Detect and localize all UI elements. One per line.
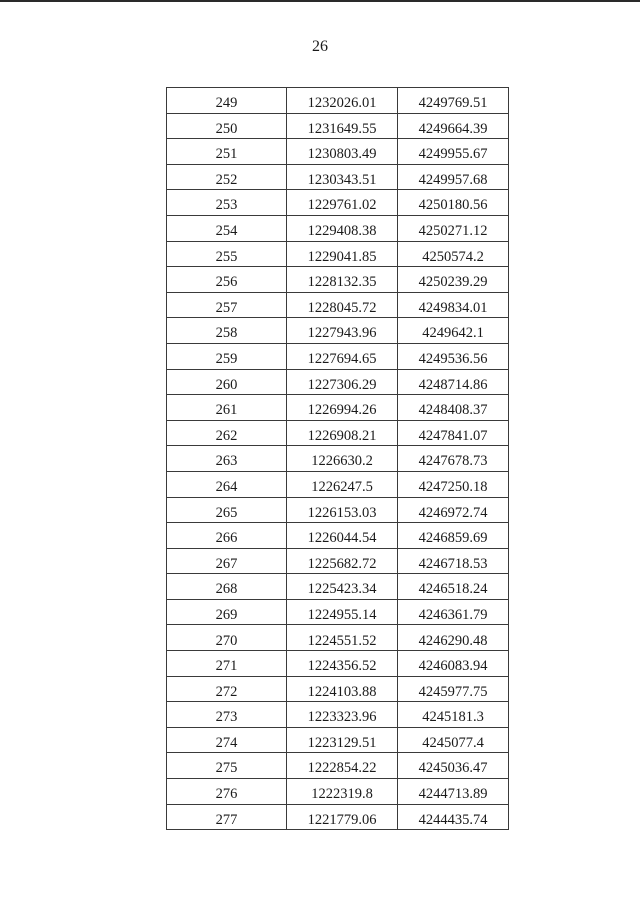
x-coordinate-cell (287, 702, 398, 728)
cell-text: 262 (215, 427, 238, 444)
cell-text: 276 (215, 786, 238, 803)
x-coordinate-cell (287, 190, 398, 216)
cell-text: 275 (215, 760, 238, 777)
x-coordinate-cell (287, 395, 398, 421)
table-row (167, 702, 509, 728)
cell-text: 1229408.38 (307, 223, 377, 240)
table-row (167, 267, 509, 293)
point-number-cell (167, 471, 287, 497)
x-coordinate-cell (287, 164, 398, 190)
x-coordinate-cell (287, 523, 398, 549)
y-coordinate-cell (398, 164, 509, 190)
cell-text: 4245077.4 (422, 734, 484, 751)
y-coordinate-cell (398, 497, 509, 523)
y-coordinate-cell (398, 343, 509, 369)
cell-text: 264 (215, 478, 238, 495)
cell-text: 1223129.51 (307, 734, 377, 751)
cell-text: 1228045.72 (307, 299, 377, 316)
cell-text: 1227943.96 (307, 325, 377, 342)
cell-text: 1222854.22 (307, 760, 377, 777)
x-coordinate-cell (287, 471, 398, 497)
cell-text: 4246083.94 (418, 658, 488, 675)
cell-text: 1226044.54 (307, 530, 377, 547)
cell-text: 1224955.14 (307, 606, 377, 623)
y-coordinate-cell (398, 471, 509, 497)
y-coordinate-cell (398, 779, 509, 805)
cell-text: 1222319.8 (311, 786, 373, 803)
cell-text: 266 (215, 530, 238, 547)
cell-text: 4249664.39 (418, 120, 488, 137)
cell-text: 1226908.21 (307, 427, 377, 444)
cell-text: 1229041.85 (307, 248, 377, 265)
x-coordinate-cell (287, 88, 398, 114)
y-coordinate-cell (398, 625, 509, 651)
table-row (167, 523, 509, 549)
cell-text: 4246361.79 (418, 606, 488, 623)
table-row (167, 190, 509, 216)
y-coordinate-cell (398, 702, 509, 728)
x-coordinate-cell (287, 727, 398, 753)
point-number-cell (167, 395, 287, 421)
table-row (167, 241, 509, 267)
table-row (167, 548, 509, 574)
x-coordinate-cell (287, 446, 398, 472)
x-coordinate-cell (287, 343, 398, 369)
cell-text: 4249957.68 (418, 171, 488, 188)
cell-text: 4249834.01 (418, 299, 488, 316)
table-row (167, 471, 509, 497)
y-coordinate-cell (398, 88, 509, 114)
x-coordinate-cell (287, 599, 398, 625)
x-coordinate-cell (287, 369, 398, 395)
cell-text: 4247678.73 (418, 453, 488, 470)
cell-text: 1226630.2 (311, 453, 373, 470)
cell-text: 250 (215, 120, 238, 137)
y-coordinate-cell (398, 267, 509, 293)
table-row (167, 804, 509, 830)
point-number-cell (167, 727, 287, 753)
cell-text: 268 (215, 581, 238, 598)
cell-text: 272 (215, 683, 238, 700)
point-number-cell (167, 318, 287, 344)
table-row (167, 420, 509, 446)
point-number-cell (167, 369, 287, 395)
table-row (167, 779, 509, 805)
page-number: 26 (312, 38, 328, 55)
cell-text: 4246718.53 (418, 555, 488, 572)
cell-text: 4250271.12 (418, 223, 488, 240)
cell-text: 4247250.18 (418, 478, 488, 495)
point-number-cell (167, 164, 287, 190)
cell-text: 277 (215, 811, 238, 828)
cell-text: 4246290.48 (418, 632, 488, 649)
y-coordinate-cell (398, 446, 509, 472)
cell-text: 270 (215, 632, 238, 649)
cell-text: 1228132.35 (307, 274, 377, 291)
cell-text: 1221779.06 (307, 811, 377, 828)
table-row (167, 215, 509, 241)
cell-text: 249 (215, 95, 238, 112)
y-coordinate-cell (398, 523, 509, 549)
point-number-cell (167, 139, 287, 165)
cell-text: 261 (215, 402, 238, 419)
y-coordinate-cell (398, 190, 509, 216)
point-number-cell (167, 599, 287, 625)
table-row (167, 395, 509, 421)
cell-text: 4245977.75 (418, 683, 488, 700)
cell-text: 1226994.26 (307, 402, 377, 419)
y-coordinate-cell (398, 804, 509, 830)
y-coordinate-cell (398, 599, 509, 625)
table-row (167, 727, 509, 753)
cell-text: 274 (215, 734, 238, 751)
table-row (167, 651, 509, 677)
cell-text: 1227694.65 (307, 350, 377, 367)
y-coordinate-cell (398, 651, 509, 677)
table-row (167, 446, 509, 472)
table-row (167, 599, 509, 625)
cell-text: 273 (215, 709, 238, 726)
point-number-cell (167, 497, 287, 523)
x-coordinate-cell (287, 753, 398, 779)
point-number-cell (167, 215, 287, 241)
x-coordinate-cell (287, 267, 398, 293)
cell-text: 259 (215, 350, 238, 367)
cell-text: 1232026.01 (307, 95, 377, 112)
point-number-cell (167, 267, 287, 293)
cell-text: 1223323.96 (307, 709, 377, 726)
cell-text: 4246859.69 (418, 530, 488, 547)
table-row (167, 369, 509, 395)
point-number-cell (167, 548, 287, 574)
cell-text: 4247841.07 (418, 427, 488, 444)
table-row (167, 497, 509, 523)
coordinate-table (166, 87, 509, 830)
y-coordinate-cell (398, 727, 509, 753)
y-coordinate-cell (398, 753, 509, 779)
cell-text: 4248408.37 (418, 402, 488, 419)
coordinate-table-body (167, 88, 509, 830)
point-number-cell (167, 88, 287, 114)
y-coordinate-cell (398, 113, 509, 139)
y-coordinate-cell (398, 369, 509, 395)
point-number-cell (167, 420, 287, 446)
cell-text: 251 (215, 146, 238, 163)
point-number-cell (167, 113, 287, 139)
cell-text: 258 (215, 325, 238, 342)
point-number-cell (167, 574, 287, 600)
table-row (167, 164, 509, 190)
table-row (167, 292, 509, 318)
table-row (167, 625, 509, 651)
point-number-cell (167, 651, 287, 677)
cell-text: 1224551.52 (307, 632, 377, 649)
point-number-cell (167, 625, 287, 651)
y-coordinate-cell (398, 574, 509, 600)
x-coordinate-cell (287, 420, 398, 446)
cell-text: 253 (215, 197, 238, 214)
point-number-cell (167, 676, 287, 702)
table-row (167, 676, 509, 702)
cell-text: 1225423.34 (307, 581, 377, 598)
cell-text: 1226247.5 (311, 478, 373, 495)
cell-text: 269 (215, 606, 238, 623)
y-coordinate-cell (398, 395, 509, 421)
point-number-cell (167, 446, 287, 472)
cell-text: 4244435.74 (418, 811, 488, 828)
cell-text: 4245036.47 (418, 760, 488, 777)
cell-text: 4249769.51 (418, 95, 488, 112)
x-coordinate-cell (287, 113, 398, 139)
x-coordinate-cell (287, 574, 398, 600)
cell-text: 1229761.02 (307, 197, 377, 214)
y-coordinate-cell (398, 420, 509, 446)
cell-text: 254 (215, 223, 238, 240)
point-number-cell (167, 702, 287, 728)
table-row (167, 318, 509, 344)
cell-text: 4250239.29 (418, 274, 488, 291)
x-coordinate-cell (287, 318, 398, 344)
table-row (167, 113, 509, 139)
cell-text: 4248714.86 (418, 376, 488, 393)
table-row (167, 343, 509, 369)
cell-text: 252 (215, 171, 238, 188)
point-number-cell (167, 804, 287, 830)
cell-text: 257 (215, 299, 238, 316)
point-number-cell (167, 241, 287, 267)
cell-text: 260 (215, 376, 238, 393)
cell-text: 1225682.72 (307, 555, 377, 572)
point-number-cell (167, 779, 287, 805)
point-number-cell (167, 523, 287, 549)
point-number-cell (167, 292, 287, 318)
x-coordinate-cell (287, 292, 398, 318)
cell-text: 4249642.1 (422, 325, 484, 342)
cell-text: 4244713.89 (418, 786, 488, 803)
y-coordinate-cell (398, 318, 509, 344)
cell-text: 4246518.24 (418, 581, 488, 598)
cell-text: 4249536.56 (418, 350, 488, 367)
cell-text: 4250180.56 (418, 197, 488, 214)
x-coordinate-cell (287, 804, 398, 830)
y-coordinate-cell (398, 241, 509, 267)
table-row (167, 574, 509, 600)
cell-text: 256 (215, 274, 238, 291)
point-number-cell (167, 343, 287, 369)
cell-text: 4250574.2 (422, 248, 484, 265)
cell-text: 1224103.88 (307, 683, 377, 700)
cell-text: 1231649.55 (307, 120, 377, 137)
x-coordinate-cell (287, 625, 398, 651)
x-coordinate-cell (287, 548, 398, 574)
cell-text: 1224356.52 (307, 658, 377, 675)
y-coordinate-cell (398, 548, 509, 574)
x-coordinate-cell (287, 215, 398, 241)
cell-text: 265 (215, 504, 238, 521)
x-coordinate-cell (287, 497, 398, 523)
cell-text: 255 (215, 248, 238, 265)
cell-text: 1230343.51 (307, 171, 377, 188)
point-number-cell (167, 753, 287, 779)
cell-text: 1227306.29 (307, 376, 377, 393)
page-top-edge (0, 0, 640, 2)
y-coordinate-cell (398, 676, 509, 702)
cell-text: 4245181.3 (422, 709, 484, 726)
cell-text: 267 (215, 555, 238, 572)
cell-text: 271 (215, 658, 238, 675)
x-coordinate-cell (287, 779, 398, 805)
cell-text: 1230803.49 (307, 146, 377, 163)
cell-text: 1226153.03 (307, 504, 377, 521)
y-coordinate-cell (398, 292, 509, 318)
y-coordinate-cell (398, 215, 509, 241)
cell-text: 4249955.67 (418, 146, 488, 163)
y-coordinate-cell (398, 139, 509, 165)
table-row (167, 753, 509, 779)
point-number-cell (167, 190, 287, 216)
table-row (167, 139, 509, 165)
cell-text: 4246972.74 (418, 504, 488, 521)
x-coordinate-cell (287, 241, 398, 267)
x-coordinate-cell (287, 139, 398, 165)
cell-text: 263 (215, 453, 238, 470)
x-coordinate-cell (287, 676, 398, 702)
table-row (167, 88, 509, 114)
x-coordinate-cell (287, 651, 398, 677)
